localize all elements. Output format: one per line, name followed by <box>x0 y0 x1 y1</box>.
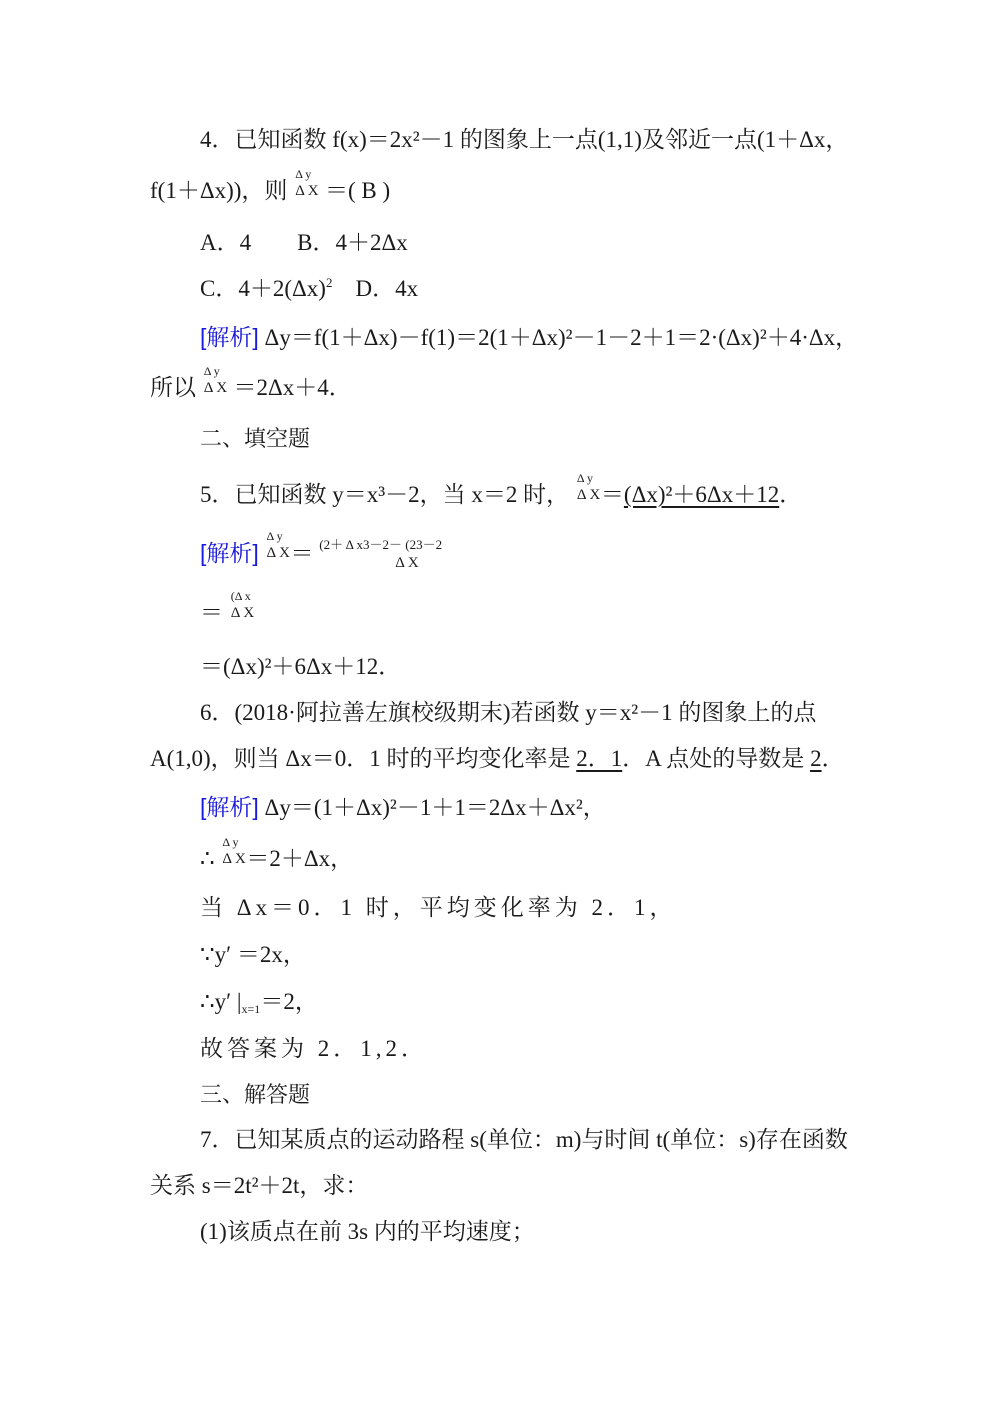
q5-broken-fraction: (2＋ Δ x3－2－ (23－2 Δ X <box>319 537 443 571</box>
q4-stem-line2-pre: f(1＋Δx))，则 <box>150 178 288 203</box>
delta-fraction: Δ y Δ X <box>266 529 290 561</box>
q4-answer-choice: ＝( B ) <box>324 178 391 203</box>
q5-analysis-line3: ＝(Δx)²＋6Δx＋12． <box>200 654 402 679</box>
q6-answer2: 2 <box>810 746 822 771</box>
q7-stem-line1: 7．已知某质点的运动路程 s(单位：m)与时间 t(单位：s)存在函数 <box>200 1127 848 1152</box>
q4-stem-line2 <box>150 167 391 206</box>
q7-part1: (1)该质点在前 3s 内的平均速度； <box>200 1219 535 1244</box>
q6-analysis-line6: 故答案为 2．1,2． <box>200 1036 428 1061</box>
broken-fraction: (Δ x Δ X <box>230 589 255 621</box>
delta-fraction: Δ y Δ X <box>576 471 601 503</box>
q6-stem-line1: 6．(2018·阿拉善左旗校级期末)若函数 y＝x²－1 的图象上的点 <box>200 700 817 725</box>
analysis-label: [解析] <box>200 324 259 350</box>
q5-analysis-line2: ＝ (Δ x Δ X <box>200 598 255 628</box>
q4-analysis-line2: 所以 Δ y Δ X ＝2Δx＋4． <box>150 373 352 403</box>
q4-options-row2: C．$4+2(\Delta x)^2$ D．4x <box>200 275 419 301</box>
q6-analysis-line2: ∴ Δ y Δ X ＝2＋Δx， <box>200 844 353 874</box>
q4-options-row1: A．4 B．4＋2Δx <box>200 230 408 255</box>
analysis-label: [解析] <box>200 540 259 566</box>
q6-analysis-line5: ∴y′ $|_{x=1}=2$， <box>200 989 318 1016</box>
delta-fraction: Δ y Δ X <box>295 167 319 199</box>
q7-stem-line2: 关系 s＝2t²＋2t，求： <box>150 1173 369 1198</box>
q6-answer1: 2．1 <box>576 746 623 771</box>
analysis-label: [解析] <box>200 794 259 820</box>
q5-answer: (Δx)²＋6Δx＋12 <box>623 482 780 507</box>
q5-stem: 5．已知函数 y＝x³－2，当 x＝2 时， Δ y Δ X ＝(Δx)²＋6Δx＋12． <box>200 480 802 510</box>
q6-analysis-line4: ∵y′ ＝2x， <box>200 942 306 967</box>
q6-stem-line2: A(1,0)，则当 Δx＝0．1 时的平均变化率是 2．1．A 点处的导数是 2． <box>150 746 845 771</box>
delta-fraction: Δ y Δ X <box>203 364 228 396</box>
q6-analysis-line1: [解析] Δy＝(1＋Δx)²－1＋1＝2Δx＋Δx²， <box>200 794 606 820</box>
section-heading-fill-blank: 二、填空题 <box>200 426 311 451</box>
q5-analysis-line1: [解析] Δ y Δ X ＝ (2＋ Δ x3－2－ (23－2 Δ X <box>200 538 549 569</box>
q4-stem-line1: 4．已知函数 f(x)＝2x²－1 的图象上一点(1,1)及邻近一点(1＋Δx， <box>200 127 849 152</box>
delta-fraction: Δ y Δ X <box>222 835 246 867</box>
section-heading-solve: 三、解答题 <box>200 1082 311 1107</box>
q6-analysis-line3: 当 Δx＝0．1 时，平均变化率为 2．1， <box>200 895 677 920</box>
q4-analysis-line1: [解析] Δy＝f(1＋Δx)－f(1)＝2(1＋Δx)²－1－2＋1＝2·(Δx)²＋4·Δx， <box>200 324 859 350</box>
